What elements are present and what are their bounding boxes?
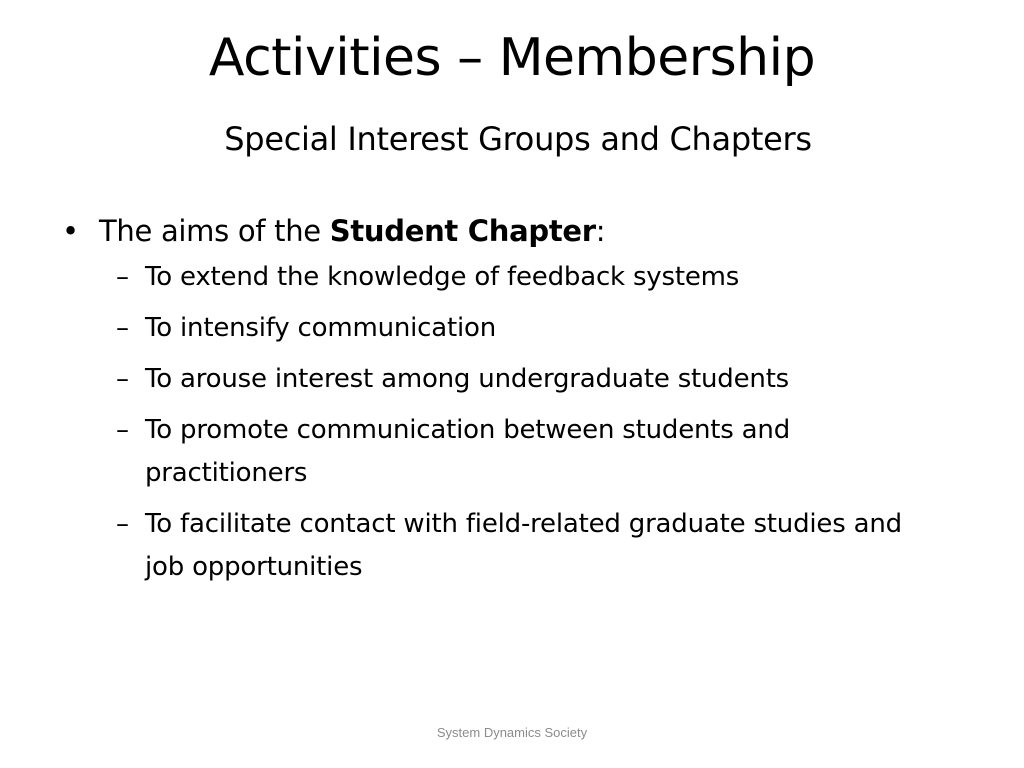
bullet-dot-icon [62,210,99,252]
sub-bullet-text: To facilitate contact with field-related graduate studies and job opportunities [145,509,902,582]
sub-bullet-list [116,256,946,589]
sub-bullet-text: To extend the knowledge of feedback systems [145,262,740,292]
dash-icon [116,503,145,546]
dash-icon [116,307,145,350]
bullet-text [99,210,605,252]
sub-bullet-text: To intensify communication [145,313,496,343]
dash-icon [116,256,145,299]
sub-bullet-text: To arouse interest among undergraduate students [145,364,790,394]
sub-bullet-text: To promote communication between students and practitioners [145,415,790,488]
slide-title: Activities – Membership [208,28,816,88]
sub-bullet-item [116,409,946,495]
bullet-prefix: The aims of the [99,214,330,248]
sub-bullet-item [116,256,946,299]
sub-bullet-item [116,307,946,350]
slide-subtitle: Special Interest Groups and Chapters [224,120,812,158]
bullet-item [62,210,962,252]
sub-bullet-item [116,503,946,589]
slide-footer: System Dynamics Society [436,725,588,740]
content-list [62,210,962,597]
sub-bullet-item [116,358,946,401]
bullet-suffix: : [595,214,606,248]
bullet-bold-text: Student Chapter [329,214,596,248]
dash-icon [116,409,145,452]
dash-icon [116,358,145,401]
